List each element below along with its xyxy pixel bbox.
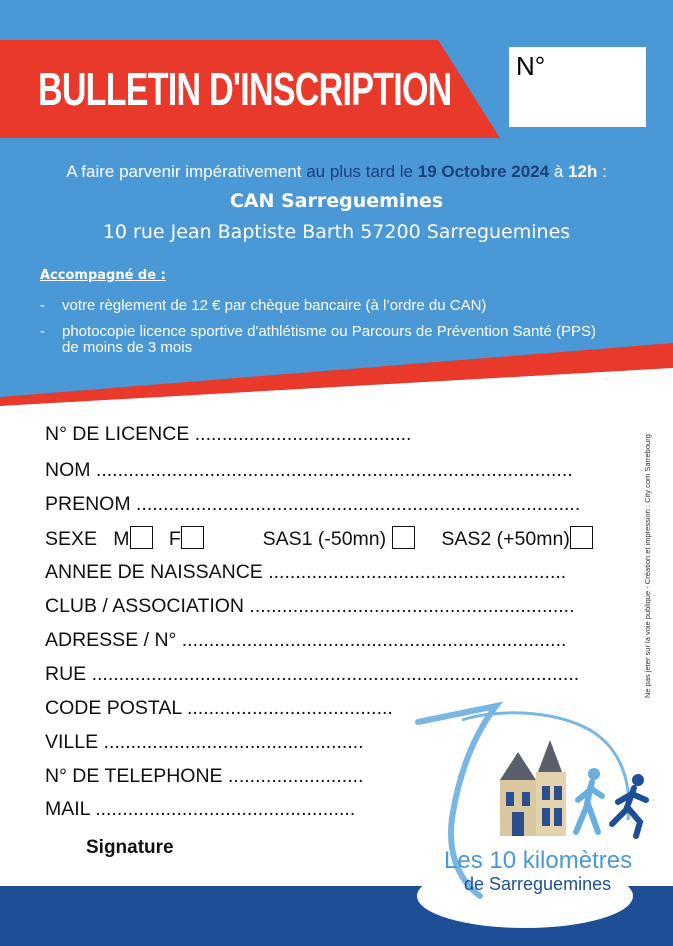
deadline-mid: à (553, 162, 564, 181)
rue-field[interactable]: RUE .......................................................................................... (45, 663, 580, 685)
side-note-text: Ne pas jeter sur la voie publique - Création et impression : City com Sarrebourg (643, 434, 652, 698)
deadline-prefix: A faire parvenir impérativement (66, 162, 302, 181)
registration-number-label: N° (516, 51, 546, 81)
club-field[interactable]: CLUB / ASSOCIATION ............................................................ (45, 595, 575, 617)
castle-icon (500, 740, 566, 836)
deadline-suffix: : (602, 162, 607, 181)
mail-field[interactable]: MAIL ................................................ (45, 798, 356, 820)
page-title: BULLETIN D'INSCRIPTION (38, 63, 452, 115)
castle-runners-logo-icon (400, 700, 670, 930)
organizer-name: CAN Sarreguemines (229, 190, 444, 212)
adresse-field[interactable]: ADRESSE / N° ....................................................................... (45, 629, 567, 651)
telephone-field[interactable]: N° DE TELEPHONE ......................... (45, 765, 364, 787)
ville-field[interactable]: VILLE ................................................ (45, 731, 364, 753)
diagonal-divider (0, 330, 673, 430)
sas2-label: SAS2 (+50mn) (441, 528, 570, 550)
licence-field[interactable]: N° DE LICENCE ........................................ (45, 423, 412, 445)
deadline-text (0, 162, 673, 182)
prenom-field[interactable]: PRENOM .................................................................................. (45, 493, 581, 515)
code-postal-field[interactable]: CODE POSTAL ...................................... (45, 697, 393, 719)
annee-field[interactable]: ANNEE DE NAISSANCE ....................................................... (45, 561, 567, 583)
deadline-date: 19 Octobre 2024 (417, 162, 550, 181)
runners-icon (576, 768, 646, 836)
nom-field[interactable]: NOM ........................................................................................ (45, 459, 573, 481)
sas1-checkbox[interactable] (392, 526, 415, 549)
bullet-licence: photocopie licence sportive d'athlétisme ou Parcours de Prévention Santé (PPS) de moins de 3 mois (62, 323, 596, 356)
accompanied-title: Accompagné de : (40, 268, 166, 283)
deadline-time: 12h (568, 162, 598, 181)
bullet-dash: - (40, 323, 45, 340)
sexe-m-label: M (113, 528, 130, 550)
logo-line-2: de Sarreguemines (464, 874, 612, 894)
side-note (643, 420, 653, 700)
organizer-address: 10 rue Jean Baptiste Barth 57200 Sarreguemines (102, 221, 571, 243)
deadline-highlight: au plus tard le (306, 162, 413, 181)
bullet-dash: - (40, 297, 45, 314)
sexe-f-label: F (168, 528, 181, 550)
bullet-payment: votre règlement de 12 € par chèque bancaire (à l’ordre du CAN) (62, 297, 487, 314)
sexe-sas-row (45, 526, 593, 551)
sexe-m-checkbox[interactable] (130, 526, 153, 549)
signature-label: Signature (86, 837, 174, 858)
sexe-label: SEXE (45, 528, 98, 550)
logo-line-1: Les 10 kilomètres (444, 847, 633, 874)
sas1-label: SAS1 (-50mn) (262, 528, 387, 550)
sexe-f-checkbox[interactable] (181, 526, 204, 549)
sas2-checkbox[interactable] (570, 526, 593, 549)
